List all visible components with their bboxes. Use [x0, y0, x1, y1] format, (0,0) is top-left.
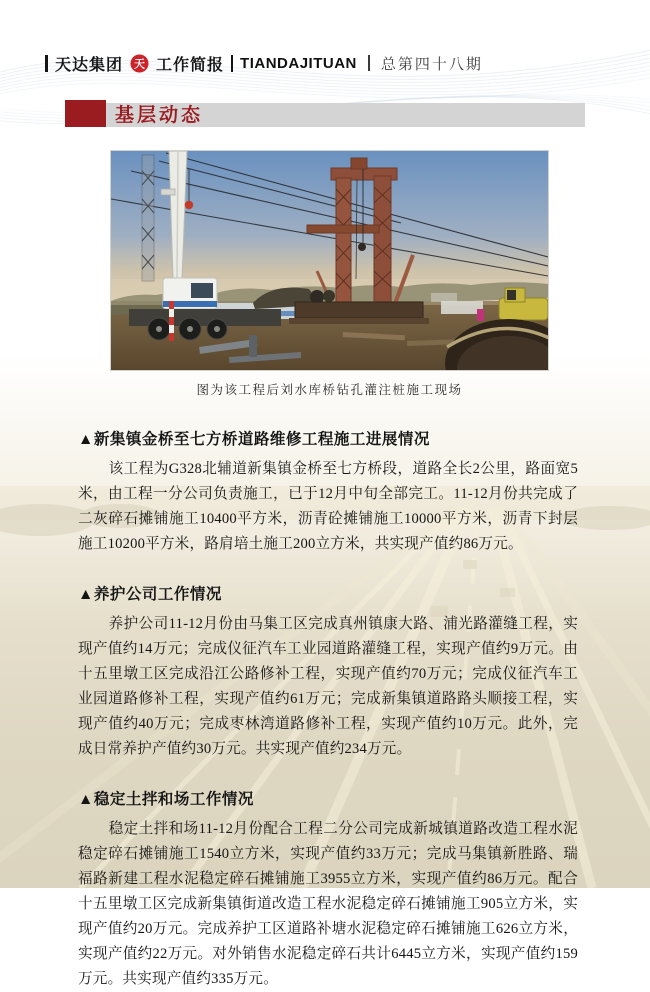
article-body: 该工程为G328北辅道新集镇金桥至七方桥段，道路全长2公里，路面宽5米，由工程一分公司负责施工，已于12月中旬全部完工。11-12月份共完成了二灰碎石摊铺施工10400平方米，沥青砼摊铺施工10000平方米，沥青下封层施工10200平方米，路肩培土施工200立方米，共实现产值约86万元。: [78, 461, 578, 552]
section-title: 基层动态: [115, 104, 204, 126]
articles-section: [0, 398, 650, 992]
logo-glyph: 天: [134, 58, 146, 70]
issue-number: 总第四十八期: [380, 56, 483, 73]
article-road-repair: [78, 427, 578, 557]
section-header-bar: [65, 103, 585, 127]
article-body: 养护公司11-12月份由马集工区完成真州镇康大路、浦光路灌缝工程，实现产值约14万元；完成仪征汽车工业园道路灌缝工程，实现产值约9万元。由十五里墩工区完成沿江公路修补工程，实现产值约70万元；完成仪征汽车工业园道路修补工程，实现产值约61万元；完成新集镇道路路头顺接工程，实现产值约40万元；完成枣林湾道路修补工程，实现产值约10万元。此外，完成日常养护产值约30万元。共实现产值约234万元。: [78, 616, 578, 757]
construction-site-photo: [110, 150, 549, 371]
article-soil-mixing-plant: [78, 787, 578, 992]
publication-name: 工作简报: [156, 56, 225, 74]
masthead: [0, 0, 650, 76]
section-red-block: [65, 100, 106, 127]
masthead-divider: [368, 55, 370, 71]
article-maintenance-company: [78, 582, 578, 762]
article-title: ▲养护公司工作情况: [78, 586, 222, 603]
article-title: ▲新集镇金桥至七方桥道路维修工程施工进展情况: [78, 431, 430, 448]
article-figure: [110, 150, 549, 398]
org-name: 天达集团: [55, 56, 124, 74]
masthead-divider: [231, 55, 233, 72]
publication-name-latin: TIANDAJITUAN: [240, 54, 357, 72]
article-title: ▲稳定土拌和场工作情况: [78, 791, 254, 808]
masthead-divider: [45, 55, 48, 72]
photo-caption: 图为该工程后刘水库桥钻孔灌注桩施工现场: [196, 383, 463, 397]
article-body: 稳定土拌和场11-12月份配合工程二分公司完成新城镇道路改造工程水泥稳定碎石摊铺施工1540立方米，实现产值约33万元；完成马集镇新胜路、瑞福路新建工程水泥稳定碎石摊铺施工3955立方米，实现产值约86万元。配合十五里墩工区完成新集镇街道改造工程水泥稳定碎石摊铺施工905立方米，实现产值约20万元。完成养护工区道路补塘水泥稳定碎石摊铺施工626立方米，实现产值约22万元。对外销售水泥稳定碎石共计6445立方米，实现产值约159万元。共实现产值约335万元。: [78, 821, 578, 987]
tianda-logo-icon: [130, 54, 149, 73]
